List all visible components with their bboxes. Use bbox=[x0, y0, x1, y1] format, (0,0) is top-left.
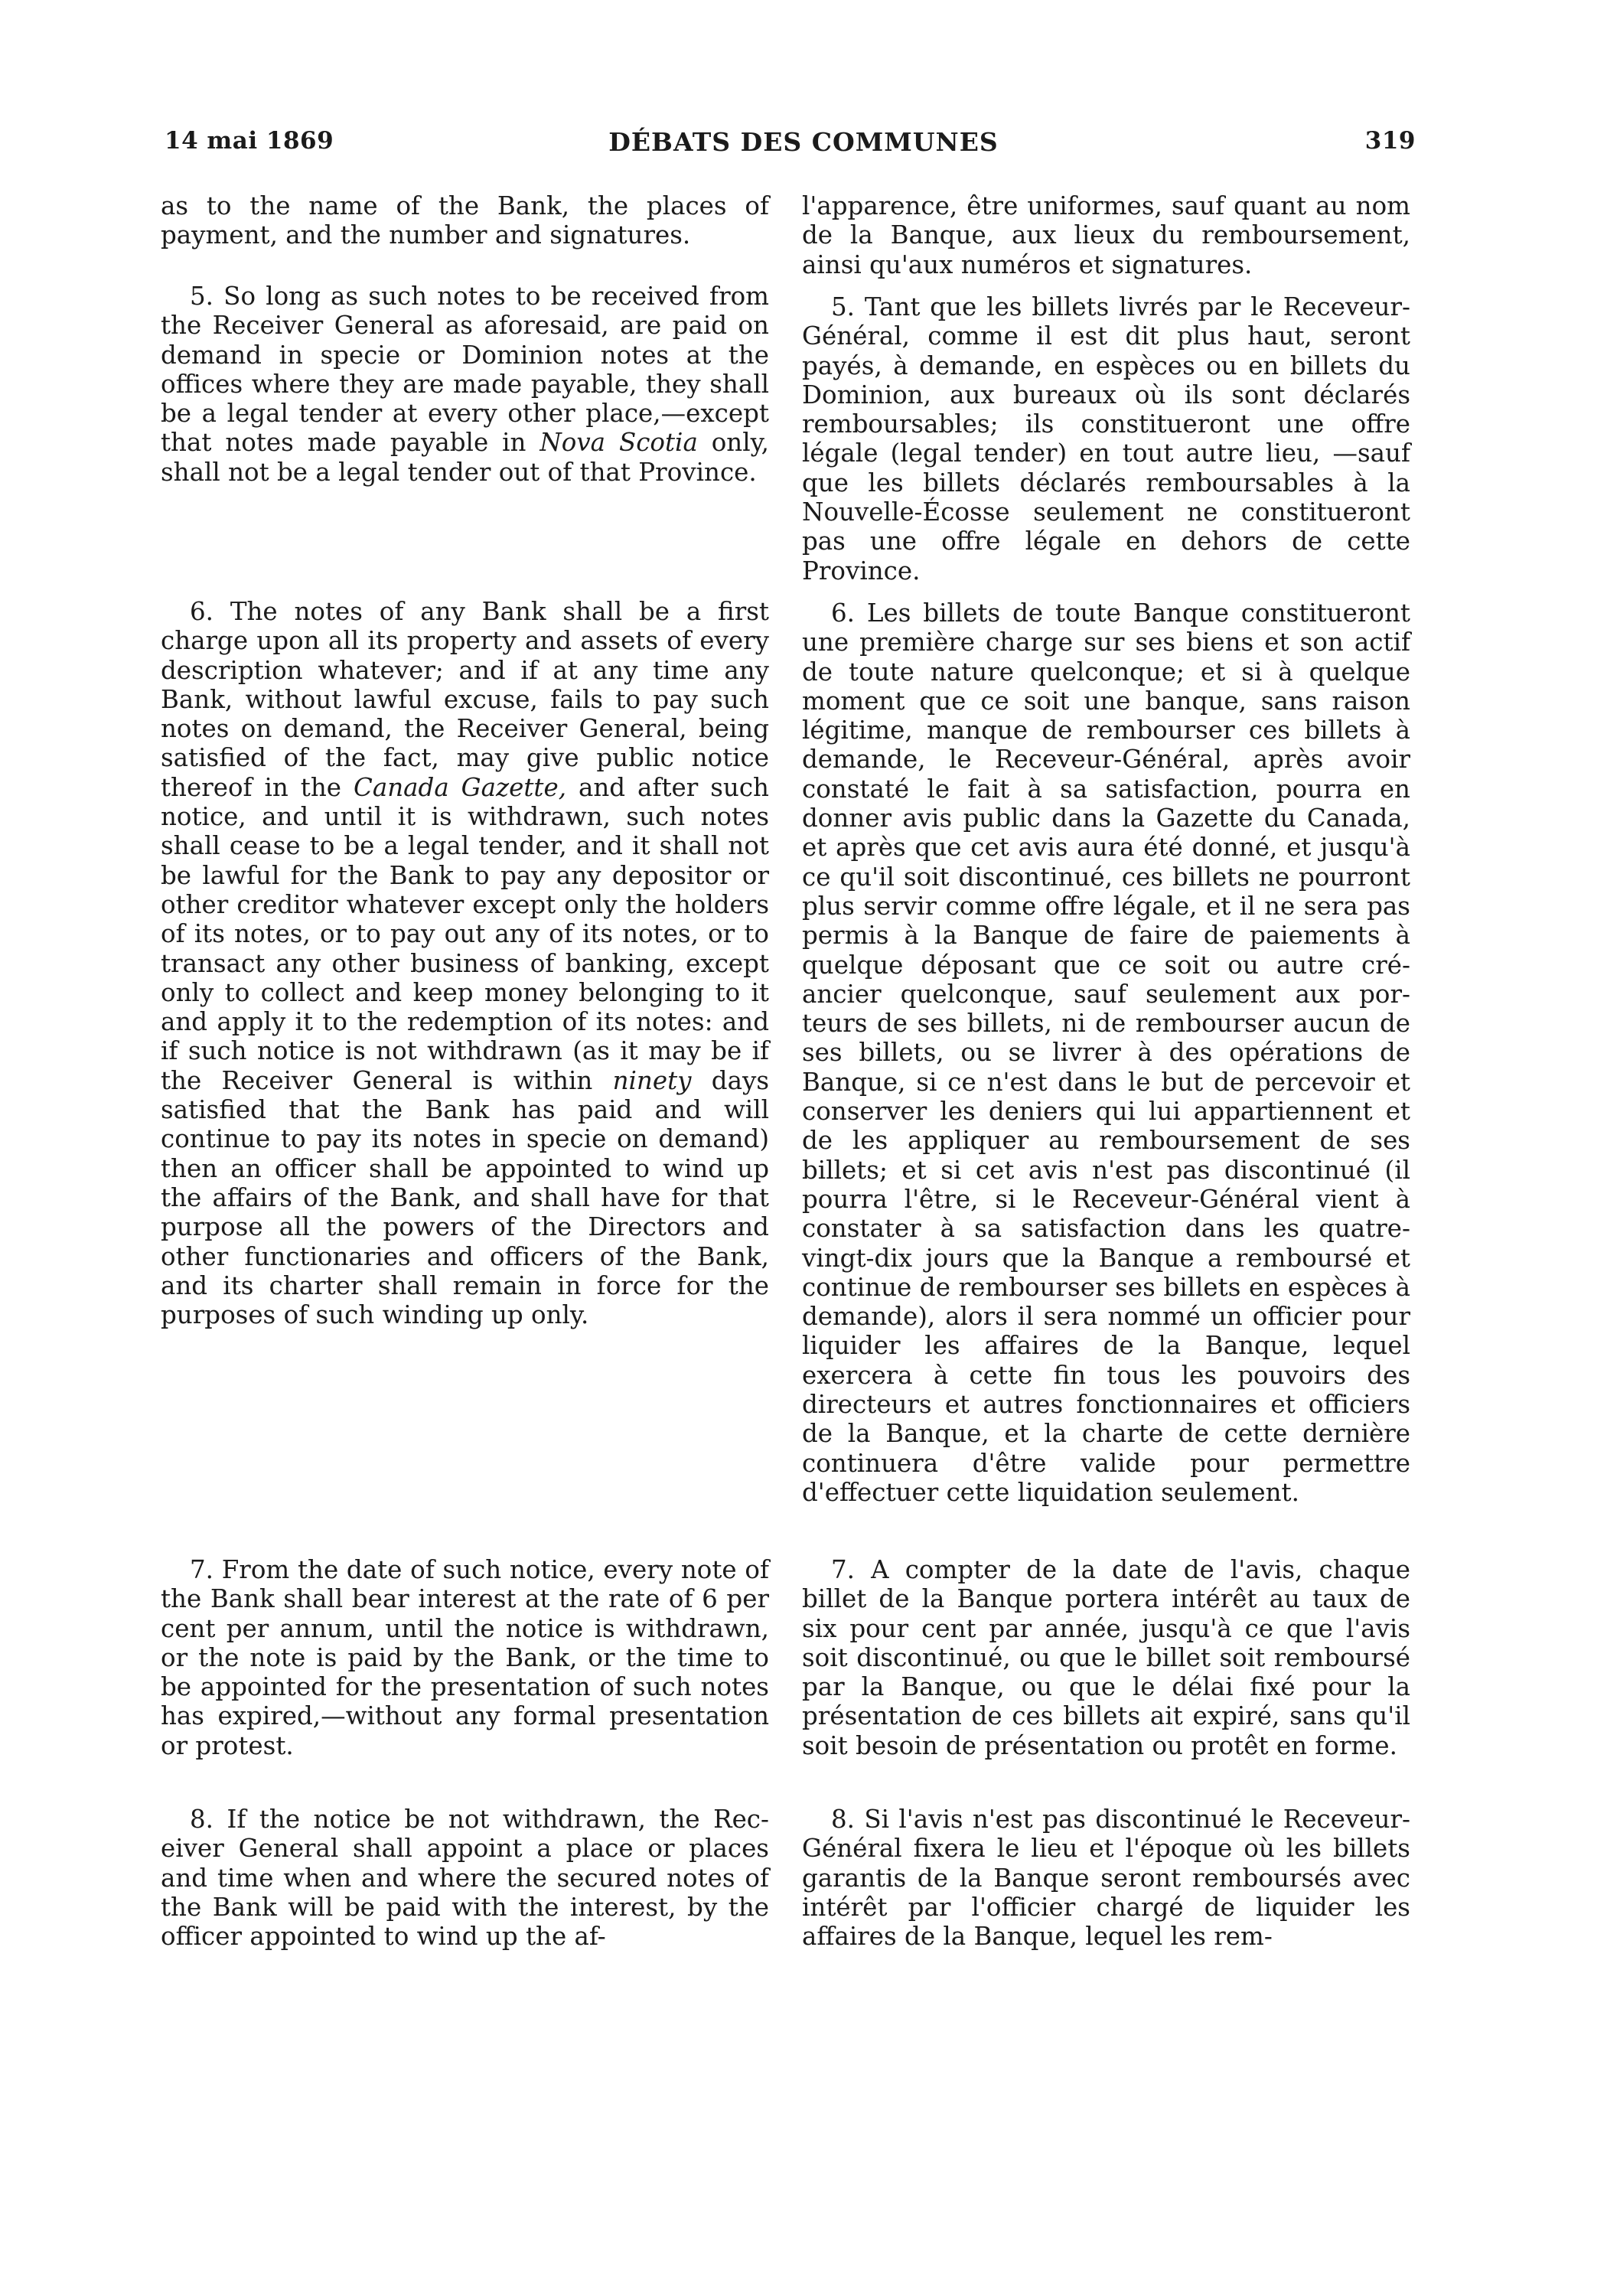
english-paragraph-continuation: as to the name of the Bank, the places of payment, and the number and signatures. bbox=[161, 191, 769, 250]
english-paragraph-6-italic-1: Canada Gazette, bbox=[353, 772, 567, 802]
header-date: 14 mai 1869 bbox=[165, 127, 334, 155]
english-paragraph-6-text-b: and after such notice, and until it is withdrawn, such notes shall cease to be a legal tender, and it shall not be lawful for the Bank to pay any depositor or other creditor whatever except only the holders of its notes, or to pay out any of its notes, or to transact any other business of banking, except only to collect and keep money belonging to it and apply it to the redemption of its notes: and if such notice is not withdrawn (as it may be if the Receiver General is within bbox=[161, 772, 769, 1095]
english-paragraph-6-italic-2: ninety bbox=[612, 1065, 692, 1095]
english-paragraph-5-text: 5. So long as such notes to be received from the Receiver General as aforesaid, are paid on demand in specie or Dominion notes at the offices where they are made payable, they shall be a legal tender at every other place,—except that notes made payable in bbox=[161, 282, 769, 458]
french-paragraph-7: 7. A compter de la date de l'avis, chaque billet de la Banque portera intérêt au taux de six pour cent par année, jusqu'à ce que l'avis soit discontinué, ou que le billet soit remboursé par la Banque, ou que le délai fixé pour la présentation de ces billets ait expiré, sans qu'il soit besoin de présentation ou protêt en forme. bbox=[802, 1555, 1410, 1760]
english-paragraph-7: 7. From the date of such notice, every note of the Bank shall bear interest at the rate of 6 per cent per annum, until the notice is withdrawn, or the note is paid by the Bank, or the time to be appointed for the presentation of such notes has expired,—without any formal presentation or protest. bbox=[161, 1555, 769, 1760]
english-paragraph-5-end: only, shall not be a legal tender out of that Province. bbox=[161, 428, 769, 487]
english-paragraph-5 bbox=[161, 282, 769, 487]
french-paragraph-6: 6. Les billets de toute Banque constitueront une première charge sur ses biens et son actif de toute nature quelconque; et si à quelque moment que ce soit une banque, sans raison légitime, manque de rembourser ces billets à demande, le Receveur-Général, après avoir constaté le fait à sa satisfaction, pourra en donner avis public dans la Gazette du Canada, et après que cet avis aura été donné, et jusqu'à ce qu'il soit discontinué, ces billets ne pourront plus servir comme offre légale, et il ne sera pas permis à la Banque de faire de paiements à quelque déposant que ce soit ou autre créancier quelconque, sauf seulement aux porteurs de ses billets, ni de rembourser aucun de ses billets, ou se livrer à des opérations de Banque, si ce n'est dans le but de percevoir et conserver les deniers qui lui appartiennent et de les appliquer au remboursement de ses billets; et si cet avis n'est pas discontinué (il pourra l'être, si le Receveur-Général vient à constater à sa satisfaction dans les quatre-vingt-dix jours que la Banque a remboursé et continue de rembourser ses billets en espèces à demande), alors il sera nommé un officier pour liquider les affaires de la Banque, lequel exercera à cette fin tous les pouvoirs des directeurs et autres fonctionnaires et officiers de la Banque, et la charte de cette dernière continuera d'être valide pour permettre d'effectuer cette liquidation seulement. bbox=[802, 598, 1410, 1507]
french-paragraph-continuation: l'apparence, être uniformes, sauf quant au nom de la Banque, aux lieux du remboursement, ainsi qu'aux numéros et signatures. bbox=[802, 191, 1410, 279]
header-page-number: 319 bbox=[1364, 127, 1416, 155]
french-paragraph-8: 8. Si l'avis n'est pas discontinué le Receveur-Général fixera le lieu et l'époque où les billets garantis de la Banque seront remboursés avec intérêt par l'officier chargé de liquider les affaires de la Banque, lequel les rem- bbox=[802, 1805, 1410, 1952]
english-paragraph-5-italic: Nova Scotia bbox=[539, 428, 698, 458]
header-title: DÉBATS DES COMMUNES bbox=[608, 127, 999, 157]
english-paragraph-6-text-c: days satisfied that the Bank has paid and will continue to pay its notes in specie on demand) then an officer shall be appointed to wind up the affairs of the Bank, and shall have for that purpose all the powers of the Directors and other functionaries and officers of the Bank, and its charter shall remain in force for the purposes of such winding up only. bbox=[161, 1065, 770, 1330]
english-paragraph-6 bbox=[161, 597, 769, 1329]
english-paragraph-8: 8. If the notice be not withdrawn, the Receiver General shall appoint a place or places and time when and where the secured notes of the Bank will be paid with the interest, by the officer appointed to wind up the af- bbox=[161, 1805, 769, 1952]
english-paragraph-6-text-a: 6. The notes of any Bank shall be a first charge upon all its property and assets of every description whatever; and if at any time any Bank, without lawful excuse, fails to pay such notes on demand, the Receiver General, being satisfied of the fact, may give public notice thereof in the bbox=[161, 597, 769, 802]
french-paragraph-5: 5. Tant que les billets livrés par le Receveur-Général, comme il est dit plus haut, seront payés, à demande, en espèces ou en billets du Dominion, aux bureaux où ils sont déclarés remboursables; ils constitueront une offre légale (legal tender) en tout autre lieu, —sauf que les billets déclarés remboursables à la Nouvelle-Écosse seulement ne constitueront pas une offre légale en dehors de cette Province. bbox=[802, 292, 1410, 585]
